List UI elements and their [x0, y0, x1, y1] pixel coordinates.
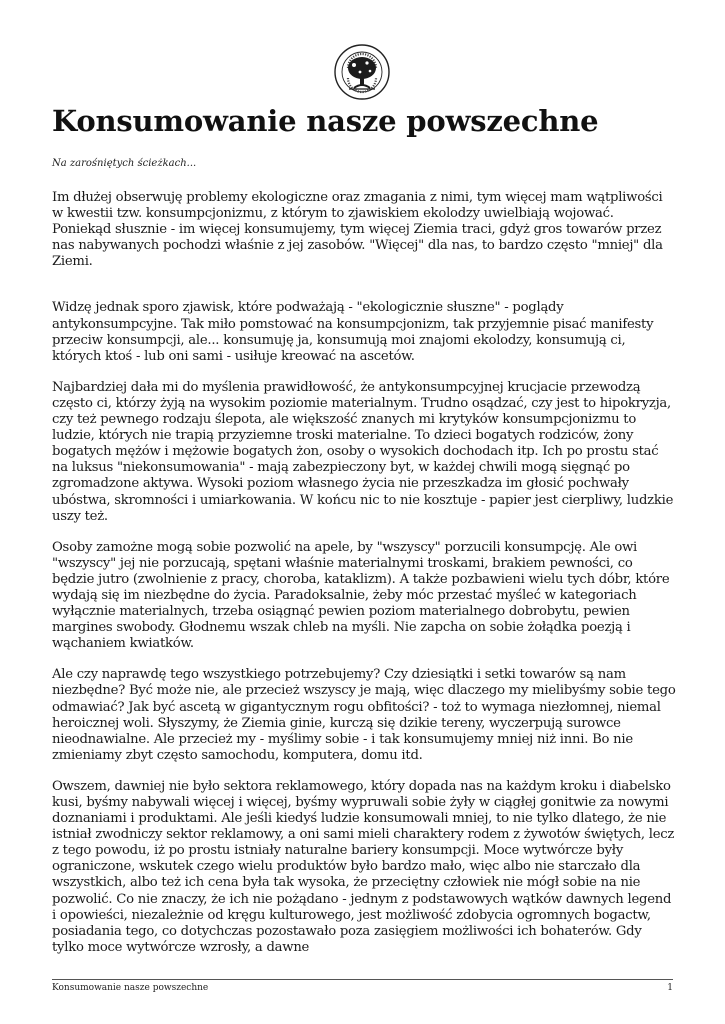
paragraph-6: Owszem, dawniej nie było sektora reklamowego, który dopada nas na każdym kroku i diabelsko kusi, byśmy nabywali więcej i więcej, byśmy wypruwali sobie żyły w ciągłej gonitwie za nowymi doznaniami i produktami. Ale jeśli kiedyś ludzie konsumowali mniej, to nie tylko dlatego, że nie istniał zwodniczy sektor reklamowy, a oni sami mieli charaktery rodem z żywotów świętych, lecz z tego powodu, iż po prostu istniały naturalne bariery konsumpcji. Moce wytwórcze były ograniczone, wskutek czego wielu produktów było bardzo mało, więc albo nie starczało dla wszystkich, albo też ich cena była tak wysoka, że przeciętny człowiek nie mógł sobie na nie pozwolić. Co nie znaczy, że ich nie pożądano - jednym z podstawowych wątków dawnych legend i opowieści, niezależnie od kręgu kulturowego, jest możliwość zdobycia ogromnych bogactw, posiadania tego, co dotychczas pozostawało poza zasięgiem możliwości ich bohaterów. Gdy tylko moce wytwórcze wzrosły, a dawne [52, 778, 675, 955]
page-subtitle: Na zarośniętych ścieżkach... [52, 158, 197, 169]
paragraph-4: Osoby zamożne mogą sobie pozwolić na apele, by "wszyscy" porzucili konsumpcję. Ale owi "wszyscy" jej nie porzucają, spętani właśnie materialnymi troskami, brakiem pewności, co będzie jutro (zwolnienie z pracy, choroba, kataklizm). A także pozbawieni wielu tych dóbr, które wydają się im niezbędne do życia. Paradoksalnie, żeby móc przestać myśleć w kategoriach wyłącznie materialnych, trzeba osiągnąć pewien poziom materialnego dobrobytu, pewien margines swobody. Głodnemu wszak chleb na myśli. Nie zapcha on sobie żołądka poezją i wąchaniem kwiatków. [52, 539, 670, 652]
paragraph-2: Widzę jednak sporo zjawisk, które podważają - "ekologicznie słuszne" - poglądy antykonsumpcyjne. Tak miło pomstować na konsumpcjonizm, tak przyjemnie pisać manifesty przeciw konsumpcji, ale... konsumuję ja, konsumują moi znajomi ekolodzy, konsumują ci, których ktoś - lub oni sami - usiłuje kreować na ascetów. [52, 300, 654, 364]
paragraph-1: Im dłużej obserwuję problemy ekologiczne oraz zmagania z nimi, tym więcej mam wątpliwości w kwestii tzw. konsumpcjonizmu, z którym to zjawiskiem ekolodzy uwielbiają wojować. Poniekąd słusznie - im więcej konsumujemy, tym więcej Ziemia traci, gdyż gros towarów przez nas nabywanych pochodzi właśnie z jej zasobów. "Więcej" dla nas, to bardzo często "mniej" dla Ziemi. [52, 190, 663, 270]
tree-emblem-icon [334, 44, 390, 100]
article-body [52, 190, 676, 956]
paragraph-5: Ale czy naprawdę tego wszystkiego potrzebujemy? Czy dziesiątki i setki towarów są nam niezbędne? Być może nie, ale przecież wszyscy je mają, więc dlaczego my mielibyśmy sobie tego odmawiać? Jak być ascetą w gigantycznym rogu obfitości? - toż to wymaga niezłomnej, niemal heroicznej woli. Słyszymy, że Ziemia ginie, kurczą się dzikie tereny, wyczerpują surowce nieodnawialne. Ale przecież my - myślimy sobie - i tak konsumujemy mniej niż inni. Bo nie zmieniamy zbyt często samochodu, komputera, domu itd. [52, 667, 676, 763]
footer-title: Konsumowanie nasze powszechne [52, 983, 209, 993]
page-number: 1 [667, 983, 673, 993]
footer-divider [52, 979, 673, 980]
paragraph-3: Najbardziej dała mi do myślenia prawidłowość, że antykonsumpcyjnej krucjacie przewodzą często ci, którzy żyją na wysokim poziomie materialnym. Trudno osądzać, czy jest to hipokryzja, czy też pewnego rodzaju ślepota, ale większość znanych mi krytyków konsumpcjonizmu to ludzie, których nie trapią przyziemne troski materialne. To dzieci bogatych rodziców, żony bogatych mężów i mężowie bogatych żon, osoby o wysokich dochodach itp. Ich po prostu stać na luksus "niekonsumowania" - mają zabezpieczony byt, w każdej chwili mogą sięgnąć po zgromadzone aktywa. Wysoki poziom własnego życia nie przeszkadza im głosić pochwały ubóstwa, skromności i umiarkowania. W końcu nic to nie kosztuje - papier jest cierpliwy, ludzkie uszy też. [52, 379, 674, 524]
page-title: Konsumowanie nasze powszechne [52, 104, 599, 138]
